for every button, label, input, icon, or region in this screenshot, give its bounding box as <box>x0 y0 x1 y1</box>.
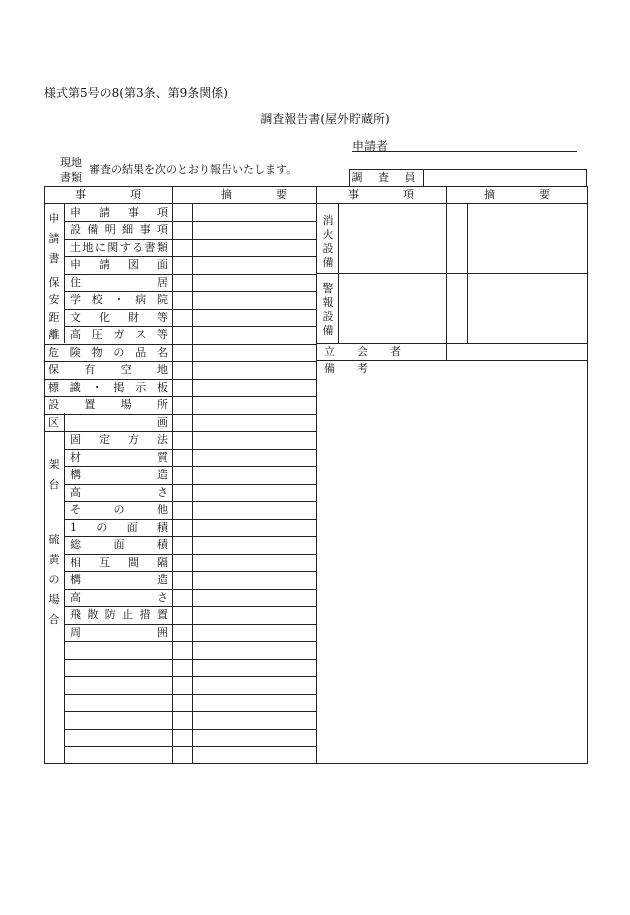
investigator-box <box>349 169 587 186</box>
remarks-label: 備 考 <box>324 362 368 375</box>
investigator-field[interactable] <box>424 170 586 186</box>
form-number: 様式第5号の8(第3条、第9条関係) <box>44 86 228 100</box>
item-label: 設 置 場 所 <box>48 398 168 411</box>
item-column-header-right: 事 項 <box>348 188 414 201</box>
applicant-label: 申請者 <box>352 139 389 153</box>
group-label-kadai: 架 台 <box>48 457 60 491</box>
item-label: 固 定 方 法 <box>70 433 168 446</box>
item-label: 文 化 財 等 <box>70 311 168 324</box>
report-table <box>44 186 588 764</box>
page-title: 調査報告書(屋外貯蔵所) <box>260 112 390 126</box>
inspection-type <box>56 155 86 185</box>
item-label: 保 有 空 地 <box>48 363 168 376</box>
item-label: 危 険 物 の 品 名 <box>48 346 168 359</box>
item-label: 高 さ <box>70 591 168 604</box>
applicant-field[interactable] <box>352 137 577 152</box>
item-label: 学 校 ・ 病 院 <box>70 293 168 306</box>
item-label: 申 請 事 項 <box>70 206 168 219</box>
group-label-shinsei: 申 請 書 <box>48 211 60 265</box>
item-label: 設 備 明 細 事 項 <box>70 223 168 236</box>
documents-label: 書類 <box>60 171 82 184</box>
fire-extinguishing-equipment-label: 消 火 設 備 <box>322 214 334 269</box>
item-label: そ の 他 <box>70 503 168 516</box>
item-label: 周 囲 <box>70 626 168 639</box>
onsite-label: 現地 <box>60 156 82 169</box>
item-label: 構 造 <box>70 468 168 481</box>
summary-column-header: 摘 要 <box>221 188 287 201</box>
item-label: 申 請 図 面 <box>70 258 168 271</box>
item-label: 1 の 面 積 <box>70 521 168 534</box>
item-label: 飛 散 防 止 措 置 <box>70 608 168 621</box>
item-label: 総 面 積 <box>70 538 168 551</box>
group-label-hoan: 保 安 距 離 <box>48 275 60 341</box>
item-label: 区 画 <box>48 416 168 429</box>
item-label: 住 居 <box>70 276 168 289</box>
report-statement: 審査の結果を次のとおり報告いたします。 <box>89 163 298 176</box>
item-label: 高 圧 ガ ス 等 <box>70 328 168 341</box>
item-label: 高 さ <box>70 486 168 499</box>
item-label: 標 識 ・ 掲 示 板 <box>48 381 168 394</box>
investigator-label: 調 査 員 <box>350 170 424 186</box>
item-label: 土 地 に 関 す る 書 類 <box>70 241 168 254</box>
summary-column-header-right: 摘 要 <box>484 188 550 201</box>
item-label: 構 造 <box>70 573 168 586</box>
group-label-iou: 硫 黄 の 場 合 <box>48 532 60 626</box>
alarm-equipment-label: 警 報 設 備 <box>322 282 334 337</box>
item-column-header: 事 項 <box>75 188 141 201</box>
witness-label: 立 会 者 <box>324 345 401 358</box>
item-label: 相 互 間 隔 <box>70 556 168 569</box>
item-label: 材 質 <box>70 451 168 464</box>
